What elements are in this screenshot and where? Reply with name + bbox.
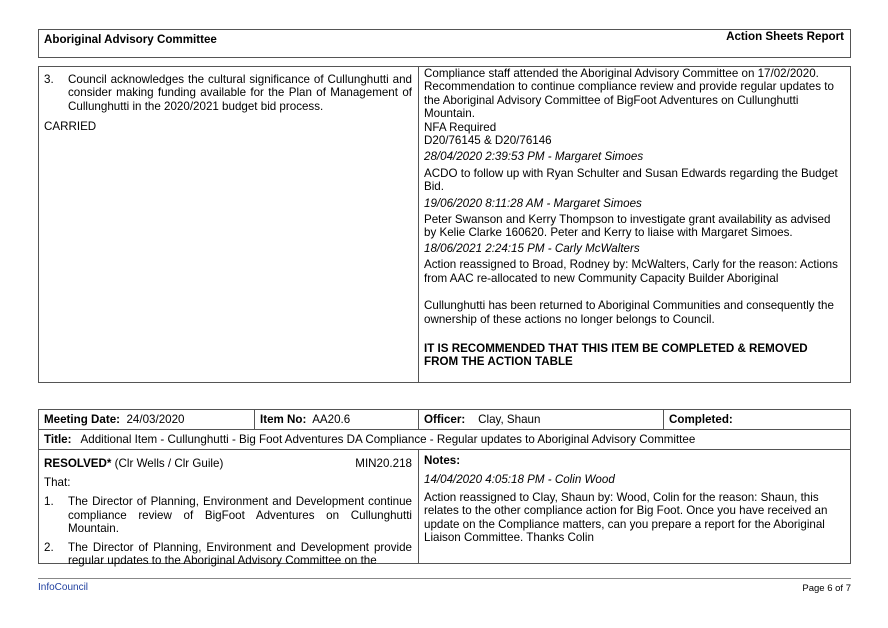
completed-label: Completed: [669, 413, 733, 426]
committee-name: Aboriginal Advisory Committee [44, 33, 217, 46]
note-line: Liaison Committee. Thanks Colin [424, 531, 594, 545]
point-number: 1. [44, 495, 54, 509]
item-no-label: Item No: [260, 413, 307, 426]
officer-value: Clay, Shaun [478, 413, 541, 426]
resolved-label: RESOLVED* [44, 457, 112, 470]
note-line: Bid. [424, 180, 444, 194]
note-line: ACDO to follow up with Ryan Schulter and Susan Edwards regarding the Budget [424, 166, 838, 180]
note-line: from AAC re-allocated to new Community Capacity Builder Aboriginal [424, 271, 779, 285]
footer-rule [38, 578, 851, 579]
item-table [38, 409, 851, 568]
note-timestamp: 28/04/2020 2:39:53 PM - Margaret Simoes [424, 150, 644, 164]
movers: (Clr Wells / Clr Guile) [114, 457, 224, 470]
note-line: Compliance staff attended the Aboriginal Advisory Committee on 17/02/2020. [424, 67, 819, 80]
minute-number: MIN20.218 [355, 457, 412, 470]
note-line: ownership of these actions no longer belongs to Council. [424, 312, 715, 326]
point-number: 3. [44, 73, 54, 86]
officer-cell [424, 413, 540, 426]
note-line: by Kelie Clarke 160620. Peter and Kerry to liaise with Margaret Simoes. [424, 226, 793, 240]
resolved-line [44, 457, 412, 471]
brand-logo: InfoCouncil [38, 582, 89, 593]
item-no-cell [260, 413, 350, 426]
note-timestamp: 18/06/2021 2:24:15 PM - Carly McWalters [424, 241, 640, 255]
report-title: Action Sheets Report [726, 30, 844, 43]
note-line: relates to the other compliance action for Big Foot. Once you have received an [424, 504, 828, 518]
notes-label: Notes: [424, 454, 461, 467]
page-number: Page 6 of 7 [802, 583, 851, 594]
note-entry [424, 167, 848, 194]
resolution-point [44, 73, 412, 113]
meta-row [39, 410, 850, 430]
note-line: Recommendation to continue compliance review and provide regular updates to [424, 80, 834, 94]
title-label: Title: [44, 433, 72, 446]
resolution-point [44, 495, 412, 535]
point-text: Council acknowledges the cultural significance of Cullunghutti and consider making funding available for the Plan of Management of Cullunghutti in the 2020/2021 budget bid process. [68, 73, 412, 113]
item-title: Additional Item - Cullunghutti - Big Foot Adventures DA Compliance - Regular updates to Aboriginal Advisory Committee [80, 433, 696, 446]
note-line: Mountain. [424, 107, 475, 121]
note-entry [424, 299, 848, 326]
note-line: NFA Required [424, 120, 497, 134]
previous-item-table [38, 66, 851, 383]
note-line: D20/76145 & D20/76146 [424, 134, 552, 148]
note-line: FROM THE ACTION TABLE [424, 355, 573, 369]
resolution-cell [44, 457, 412, 567]
notes-cell [424, 454, 848, 544]
status-text: CARRIED [44, 120, 97, 134]
meeting-date-cell [44, 413, 185, 426]
title-cell [44, 433, 695, 446]
resolution-cell [44, 73, 412, 134]
note-timestamp: 14/04/2020 4:05:18 PM - Colin Wood [424, 473, 615, 487]
note-entry [424, 491, 848, 545]
note-line: the Aboriginal Advisory Committee of BigFoot Adventures on Cullunghutti [424, 93, 799, 107]
point-text: The Director of Planning, Environment and Development continue compliance review of BigFoot Adventures on Cullunghutti Mountain. [68, 495, 412, 536]
cell-divider [418, 410, 419, 430]
note-paragraph [424, 67, 848, 147]
note-entry [424, 258, 848, 285]
column-divider [418, 450, 419, 563]
note-line: Peter Swanson and Kerry Thompson to investigate grant availability as advised [424, 213, 831, 227]
title-row [39, 430, 850, 450]
note-line: Cullunghutti has been returned to Aboriginal Communities and consequently the [424, 299, 834, 313]
item-no-value: AA20.6 [312, 413, 351, 426]
notes-cell [424, 67, 848, 369]
that-label: That: [44, 476, 71, 489]
point-number: 2. [44, 540, 54, 554]
cell-divider [254, 410, 255, 430]
note-timestamp: 19/06/2020 8:11:28 AM - Margaret Simoes [424, 196, 642, 210]
column-divider [418, 67, 419, 382]
note-line: IT IS RECOMMENDED THAT THIS ITEM BE COMPLETED & REMOVED [424, 341, 808, 355]
note-line: Action reassigned to Clay, Shaun by: Wood, Colin for the reason: Shaun, this [424, 490, 819, 504]
meeting-date-value: 24/03/2020 [126, 413, 185, 426]
note-entry [424, 213, 848, 240]
officer-label: Officer: [424, 413, 466, 426]
cell-divider [663, 410, 664, 430]
note-line: Action reassigned to Broad, Rodney by: McWalters, Carly for the reason: Actions [424, 258, 838, 272]
report-header [38, 29, 851, 58]
resolution-point [44, 541, 412, 568]
meeting-date-label: Meeting Date: [44, 413, 121, 426]
point-text: The Director of Planning, Environment and Development provide regular updates to the Aboriginal Advisory Committee on the [68, 540, 412, 568]
note-line: update on the Compliance matters, can you prepare a report for the Aboriginal [424, 517, 825, 531]
recommendation-text [424, 342, 848, 369]
